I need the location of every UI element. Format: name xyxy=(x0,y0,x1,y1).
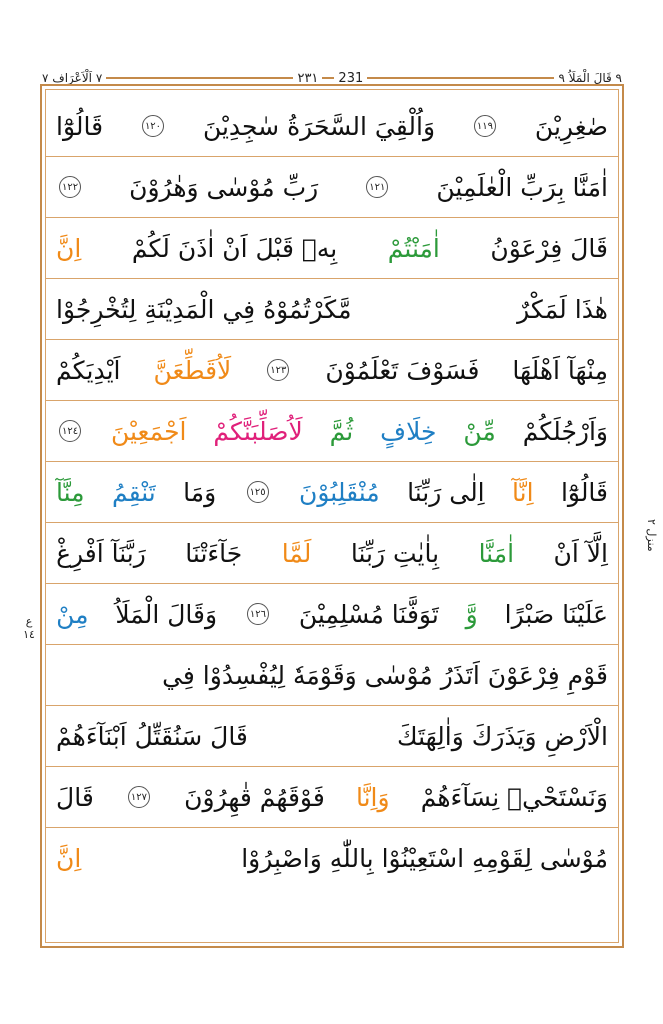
verse-text: تَنْقِمُ xyxy=(111,477,156,507)
verse-text: مِنْهَآ اَهْلَهَا xyxy=(512,355,608,385)
verse-text: رَبَّنَآ اَفْرِغْ xyxy=(56,538,146,568)
verse-text: رَبِّ مُوْسٰى وَهٰرُوْنَ xyxy=(129,172,319,202)
header-rule-left xyxy=(106,77,293,79)
verse-text: مُنْقَلِبُوْنَ xyxy=(299,477,380,507)
verse-text: وَنَسْتَحْيٖ نِسَآءَهُمْ xyxy=(420,782,608,812)
page-number-arabic: ٢٣١ xyxy=(297,70,319,86)
verse-text: قَالَ سَنُقَتِّلُ اَبْنَآءَهُمْ xyxy=(56,721,248,751)
text-line xyxy=(46,645,618,706)
verse-text: عَلَيْنَا صَبْرًا xyxy=(504,599,608,629)
verse-text: وَاَرْجُلَكُمْ xyxy=(522,416,608,446)
verse-text: فَوْقَهُمْ قٰهِرُوْنَ xyxy=(184,782,325,812)
verse-text: بِاٰيٰتِ رَبِّنَا xyxy=(350,538,440,568)
ayah-number-marker: ١٢١ xyxy=(366,176,388,198)
verse-text: اٰمَنْتُمْ xyxy=(387,233,440,263)
ayah-number-marker: ١٢٦ xyxy=(247,603,269,625)
verse-text: وَاِنَّا xyxy=(355,782,390,812)
verse-text: مِّنْ xyxy=(463,416,496,446)
verse-text: وَقَالَ الْمَلَاُ xyxy=(115,599,218,629)
manzil-marker: منزل ٢ xyxy=(645,518,658,552)
verse-text: مِنْ xyxy=(56,599,89,629)
verse-text: قَالَ xyxy=(56,782,94,812)
verse-text: مَّكَرْتُمُوْهُ فِي الْمَدِيْنَةِ لِتُخْرِجُوْا xyxy=(56,294,352,324)
ayah-number-marker: ١٢٢ xyxy=(59,176,81,198)
header-rule-mid xyxy=(322,77,334,79)
verse-text: وَاُلْقِيَ السَّحَرَةُ سٰجِدِيْنَ xyxy=(202,111,436,141)
text-line xyxy=(46,767,618,828)
text-line xyxy=(46,401,618,462)
verse-text: قَالُوْٓا xyxy=(56,111,104,141)
verse-text: وَمَا xyxy=(183,477,217,507)
verse-text: هٰذَا لَمَكْرٌ xyxy=(517,294,608,324)
verse-text: قَالُوْٓا xyxy=(560,477,608,507)
surah-name: ٧ اَلْاَعْرَاف ٧ xyxy=(42,71,103,85)
verse-text: اٰمَنَّا xyxy=(478,538,515,568)
page-frame xyxy=(40,84,624,948)
verse-text: قَالَ فِرْعَوْنُ xyxy=(490,233,608,263)
verse-text: فَسَوْفَ تَعْلَمُوْنَ xyxy=(325,355,480,385)
verse-text: قَوْمِ فِرْعَوْنَ اَتَذَرُ مُوْسٰى وَقَوْمَهٗ لِيُفْسِدُوْا فِي xyxy=(162,660,608,690)
verse-text: مُوْسٰى لِقَوْمِهِ اسْتَعِيْنُوْا بِاللّٰهِ وَاصْبِرُوْا xyxy=(241,844,608,873)
juz-name: ٩ قَالَ الْمَلَاُ ٩ xyxy=(558,71,622,85)
ruku-marker-top: ع xyxy=(25,615,33,628)
verse-text: خِلَافٍ xyxy=(380,416,437,446)
ayah-number-marker: ١١٩ xyxy=(474,115,496,137)
header-rule-right xyxy=(367,77,554,79)
verse-text: ثُمَّ xyxy=(329,416,354,446)
text-line xyxy=(46,279,618,340)
ruku-marker-bottom: ١٤ xyxy=(23,628,35,642)
ayah-number-marker: ١٢٧ xyxy=(128,786,150,808)
text-line xyxy=(46,340,618,401)
verse-text: لَاُصَلِّبَنَّكُمْ xyxy=(213,416,303,446)
verse-text: اَيْدِيَكُمْ xyxy=(56,355,121,385)
verse-text: اِنَّآ xyxy=(512,477,534,507)
text-line xyxy=(46,828,618,889)
verse-text: لَمَّا xyxy=(281,538,312,568)
text-line xyxy=(46,157,618,218)
ayah-number-marker: ١٢٣ xyxy=(267,359,289,381)
ayah-number-marker: ١٢٤ xyxy=(59,420,81,442)
text-line xyxy=(46,462,618,523)
verse-text: بِهٖ قَبْلَ اَنْ اٰذَنَ لَكُمْ xyxy=(131,233,338,263)
ruku-marker xyxy=(18,615,40,659)
verse-text: تَوَفَّنَا مُسْلِمِيْنَ xyxy=(298,599,439,629)
verse-text: صٰغِرِيْنَ xyxy=(534,111,608,141)
text-line xyxy=(46,218,618,279)
ayah-number-marker: ١٢٠ xyxy=(142,115,164,137)
verse-text: مِنَّآ xyxy=(56,477,85,507)
text-line xyxy=(46,96,618,157)
verse-text: اَجْمَعِيْنَ xyxy=(110,416,187,446)
verse-text: وَّ xyxy=(465,599,478,629)
verse-text: اٰمَنَّا بِرَبِّ الْعٰلَمِيْنَ xyxy=(436,172,608,202)
text-line xyxy=(46,706,618,767)
verse-text: اِنَّ xyxy=(56,844,82,873)
verse-text: جَآءَتْنَا xyxy=(185,538,243,568)
verse-text: الْاَرْضِ وَيَذَرَكَ وَاٰلِهَتَكَ xyxy=(397,721,608,751)
verse-text: لَاُقَطِّعَنَّ xyxy=(153,355,232,385)
verse-text: اِنَّ xyxy=(56,233,82,263)
text-line xyxy=(46,584,618,645)
ayah-number-marker: ١٢٥ xyxy=(247,481,269,503)
text-lines xyxy=(45,89,619,943)
text-line xyxy=(46,523,618,584)
verse-text: اِلٰى رَبِّنَا xyxy=(407,477,485,507)
page-number: 231 xyxy=(338,70,364,86)
verse-text: اِلَّآ اَنْ xyxy=(553,538,608,568)
